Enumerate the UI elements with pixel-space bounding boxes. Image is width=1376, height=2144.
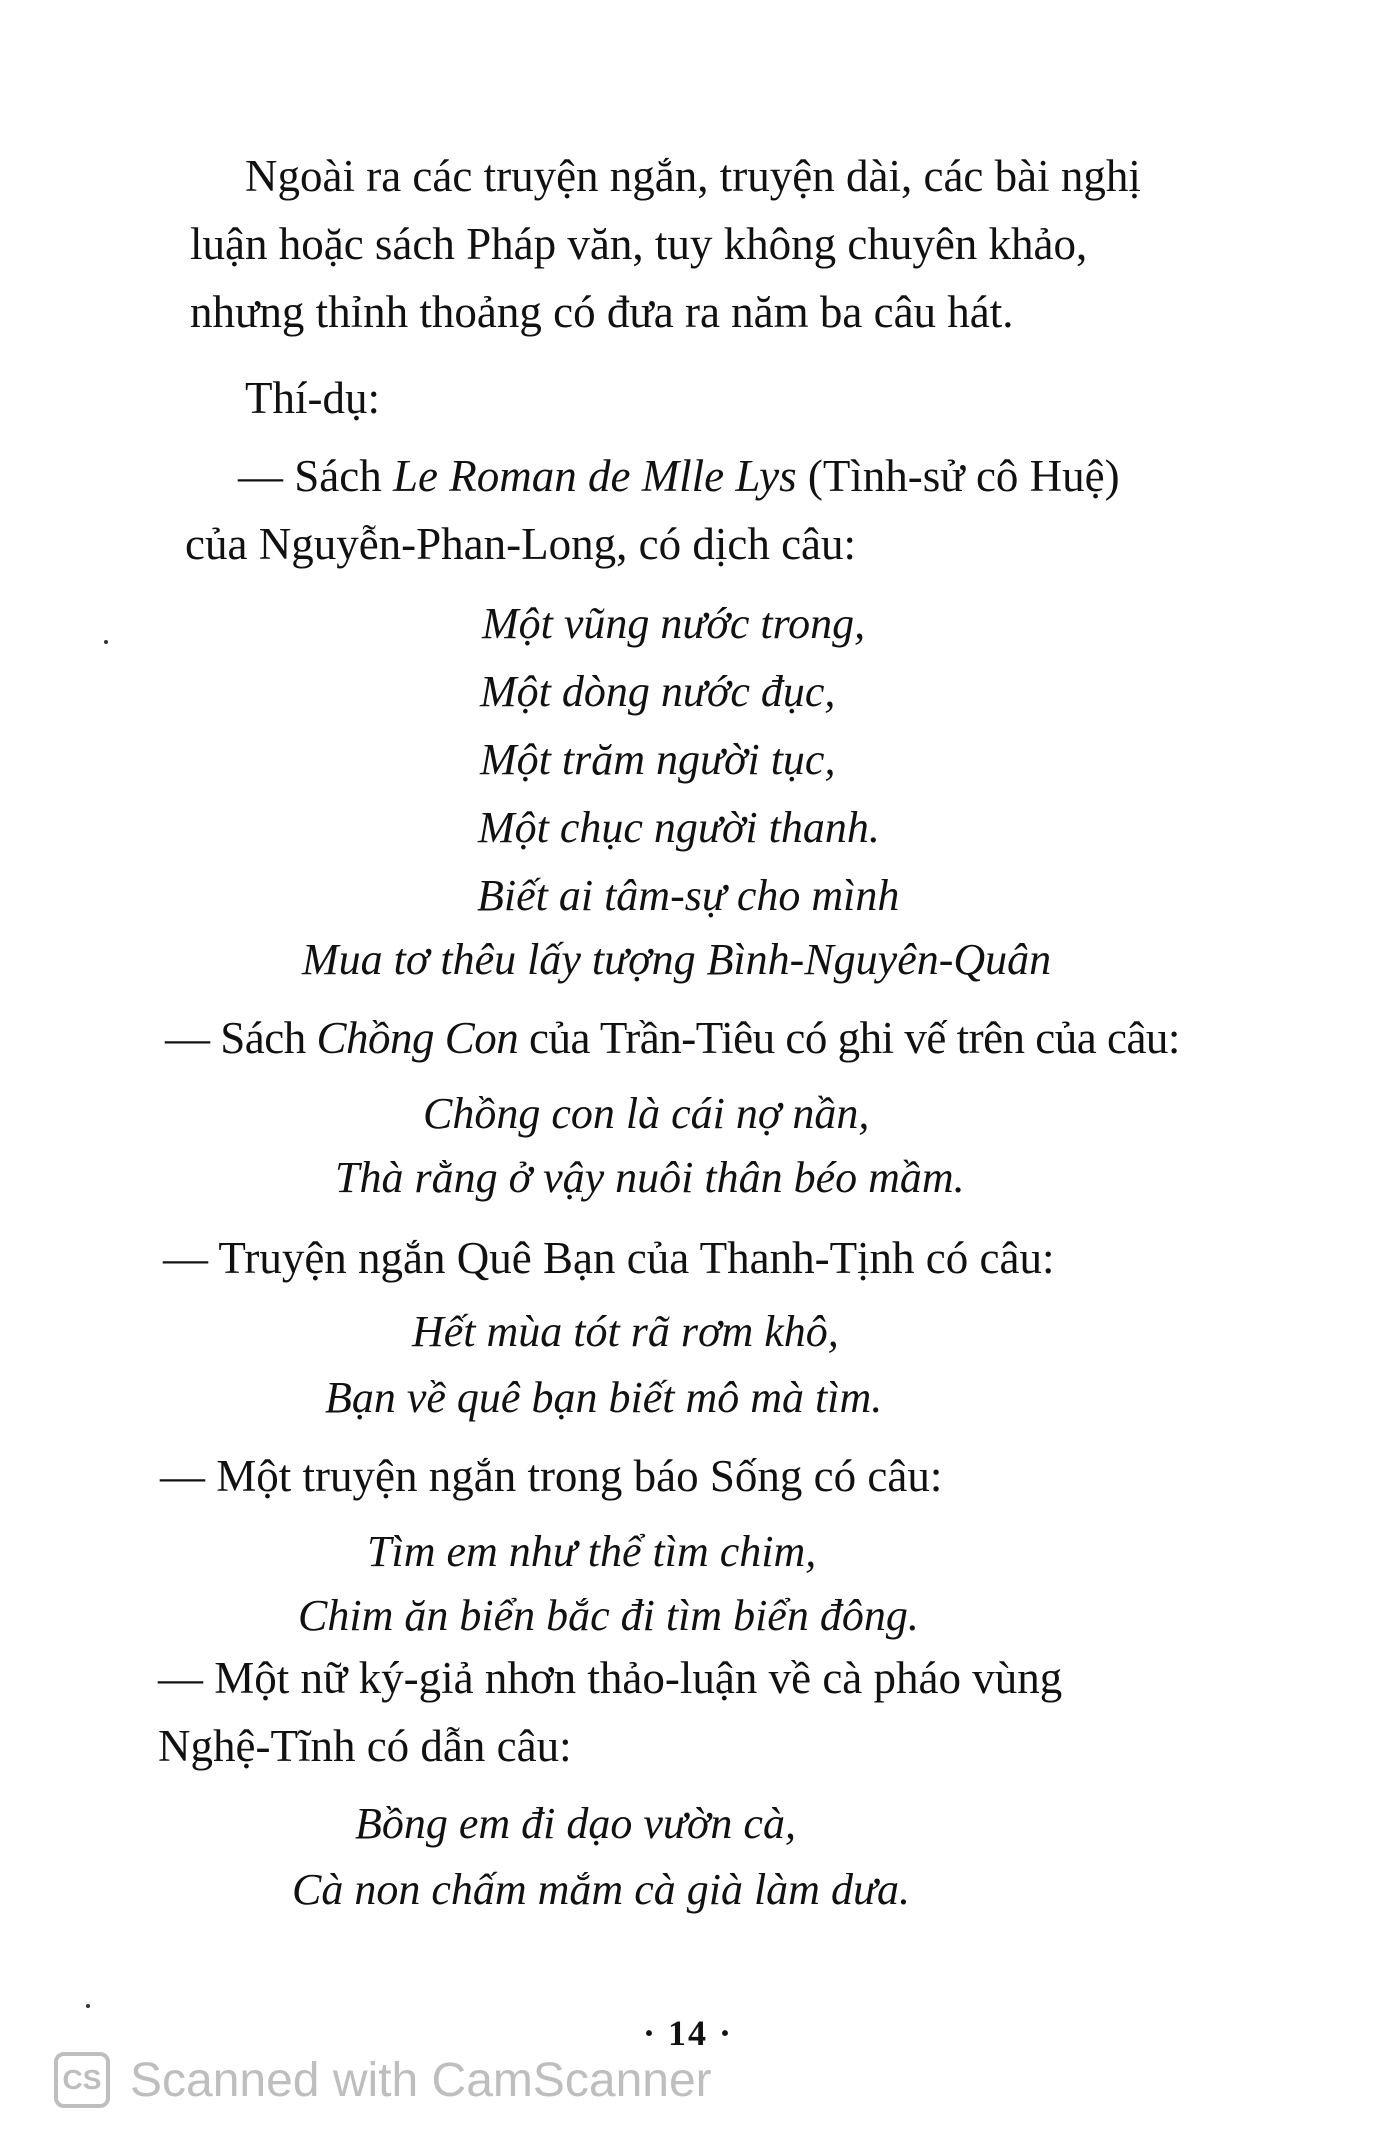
item-suffix: (Tình-sử cô Huệ)	[796, 451, 1120, 501]
verse-line: Một chục người thanh.	[478, 803, 880, 852]
item-prefix: — Sách	[165, 1013, 317, 1063]
item-line: của Nguyễn-Phan-Long, có dịch câu:	[185, 519, 857, 569]
paragraph-line: Ngoài ra các truyện ngắn, truyện dài, các bài nghị	[245, 151, 1141, 201]
verse-line: Chồng con là cái nợ nần,	[423, 1089, 870, 1138]
watermark-text: Scanned with CamScanner	[130, 2053, 712, 2107]
page-number: · 14 ·	[642, 2013, 733, 2053]
paragraph-line: nhưng thỉnh thoảng có đưa ra năm ba câu hát.	[190, 287, 1014, 337]
scan-speck	[104, 640, 108, 644]
verse-line: Một trăm người tục,	[480, 735, 836, 784]
verse-line: Bồng em đi dạo vườn cà,	[355, 1799, 796, 1848]
verse-line: Cà non chấm mắm cà già làm dưa.	[292, 1865, 910, 1914]
book-title: Chồng Con	[316, 1013, 519, 1063]
camscanner-watermark	[54, 2040, 712, 2120]
item-suffix: của Trần-Tiêu có ghi vế trên của câu:	[518, 1013, 1180, 1063]
verse-line: Một vũng nước trong,	[482, 599, 866, 648]
verse-line: Thà rằng ở vậy nuôi thân béo mầm.	[335, 1153, 965, 1202]
book-title: Le Roman de Mlle Lys	[392, 451, 797, 501]
example-label: Thí-dụ:	[245, 373, 380, 423]
verse-line: Biết ai tâm-sự cho mình	[477, 871, 900, 920]
item-line	[165, 1010, 1180, 1066]
camscanner-logo-icon: CS	[54, 2052, 110, 2108]
verse-line: Hết mùa tót rã rơm khô,	[412, 1307, 839, 1356]
scan-speck	[86, 2004, 90, 2008]
item-line	[238, 448, 1120, 504]
item-prefix: — Sách	[238, 451, 393, 501]
verse-line: Một dòng nước đục,	[480, 667, 836, 716]
item-line: — Truyện ngắn Quê Bạn của Thanh-Tịnh có câu:	[163, 1233, 1055, 1283]
verse-line: Mua tơ thêu lấy tượng Bình-Nguyên-Quân	[302, 935, 1052, 984]
item-line: Nghệ-Tĩnh có dẫn câu:	[158, 1721, 572, 1771]
paragraph-line: luận hoặc sách Pháp văn, tuy không chuyên khảo,	[190, 219, 1088, 269]
item-line: — Một nữ ký-giả nhơn thảo-luận về cà pháo vùng	[158, 1653, 1063, 1703]
item-line: — Một truyện ngắn trong báo Sống có câu:	[160, 1451, 943, 1501]
verse-line: Chim ăn biển bắc đi tìm biển đông.	[298, 1591, 919, 1640]
verse-line: Tìm em như thể tìm chim,	[367, 1527, 817, 1576]
verse-line: Bạn về quê bạn biết mô mà tìm.	[325, 1373, 883, 1422]
